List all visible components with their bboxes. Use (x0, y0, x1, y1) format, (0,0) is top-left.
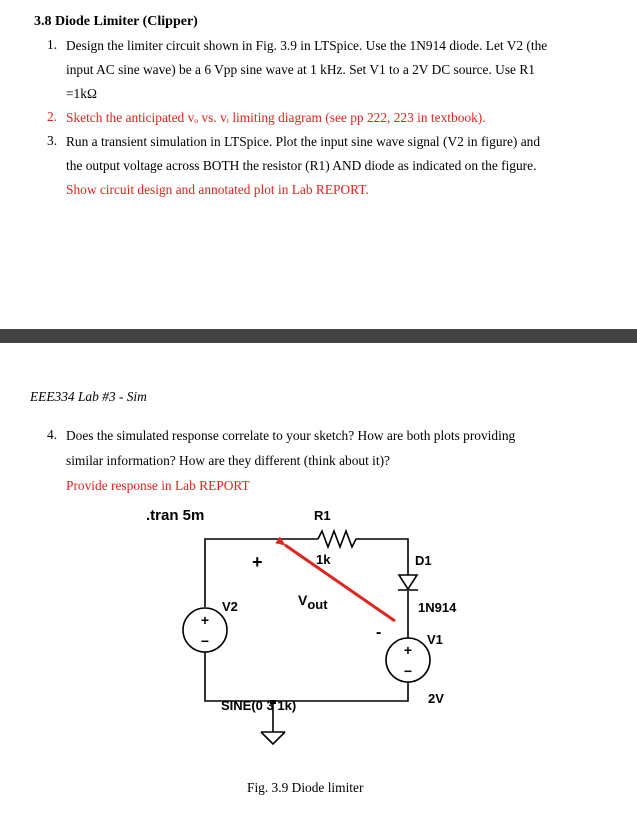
resistor-r1 (318, 531, 360, 547)
page-separator (0, 329, 637, 343)
item-text-line: Sketch the anticipated vₒ vs. vᵢ limiting diagram (see pp 222, 223 in textbook). (66, 110, 486, 125)
list-item (36, 109, 547, 133)
item-text-line: Design the limiter circuit shown in Fig. 3.9 in LTSpice. Use the 1N914 diode. Let V2 (the (66, 38, 548, 53)
vout-arrow (285, 545, 395, 621)
voltage-source-v2 (183, 608, 227, 652)
v1-value: 2V (428, 691, 444, 706)
wire (205, 652, 408, 701)
list-item (36, 427, 515, 502)
d1-model: 1N914 (418, 600, 457, 615)
vout-minus-sign: - (376, 624, 382, 641)
diode-d1 (398, 571, 418, 590)
instruction-list (36, 37, 547, 205)
plus-sign: + (200, 612, 210, 628)
question-list (36, 427, 515, 502)
figure-caption: Fig. 3.9 Diode limiter (247, 780, 364, 795)
r1-name: R1 (314, 508, 331, 523)
ground-triangle (261, 732, 285, 744)
vout-label-sub: out (307, 597, 328, 612)
r1-value: 1k (316, 552, 331, 567)
diode-triangle (399, 575, 417, 589)
section-title: 3.8 Diode Limiter (Clipper) (34, 14, 198, 29)
item-number: 3. (47, 133, 58, 148)
item-text-line: =1kΩ (66, 86, 97, 101)
item-text-line: similar information? How are they different (think about it)? (66, 453, 391, 468)
item-number: 1. (47, 37, 58, 52)
item-text-line: the output voltage across BOTH the resistor (R1) AND diode as indicated on the figure. (66, 158, 537, 173)
vout-label-v: V (298, 592, 308, 608)
list-item (36, 133, 547, 205)
minus-sign: − (200, 633, 210, 649)
wire (360, 539, 408, 571)
tran-directive: .tran 5m (146, 507, 205, 524)
item-number: 4. (47, 427, 58, 442)
v1-name: V1 (427, 632, 443, 647)
v2-value: SINE(0 3 1k) (221, 698, 297, 713)
v2-name: V2 (222, 599, 238, 614)
item-text-line: Does the simulated response correlate to your sketch? How are both plots providing (66, 428, 516, 443)
voltage-source-v1 (386, 638, 430, 682)
circuit-diagram (0, 495, 637, 780)
minus-sign: − (403, 663, 413, 679)
list-item (36, 37, 547, 109)
lab-header: EEE334 Lab #3 - Sim (30, 389, 147, 404)
d1-name: D1 (415, 553, 432, 568)
item-text-line: Show circuit design and annotated plot in Lab REPORT. (66, 182, 369, 197)
plus-sign: + (403, 642, 413, 658)
vout-plus-sign: + (252, 552, 263, 572)
vout-label (298, 592, 328, 612)
item-number: 2. (47, 109, 58, 124)
item-text-line: Run a transient simulation in LTSpice. Plot the input sine wave signal (V2 in figure) and (66, 134, 541, 149)
item-text-line: input AC sine wave) be a 6 Vpp sine wave at 1 kHz. Set V1 to a 2V DC source. Use R1 (66, 62, 535, 77)
item-text-line: Provide response in Lab REPORT (66, 478, 250, 493)
